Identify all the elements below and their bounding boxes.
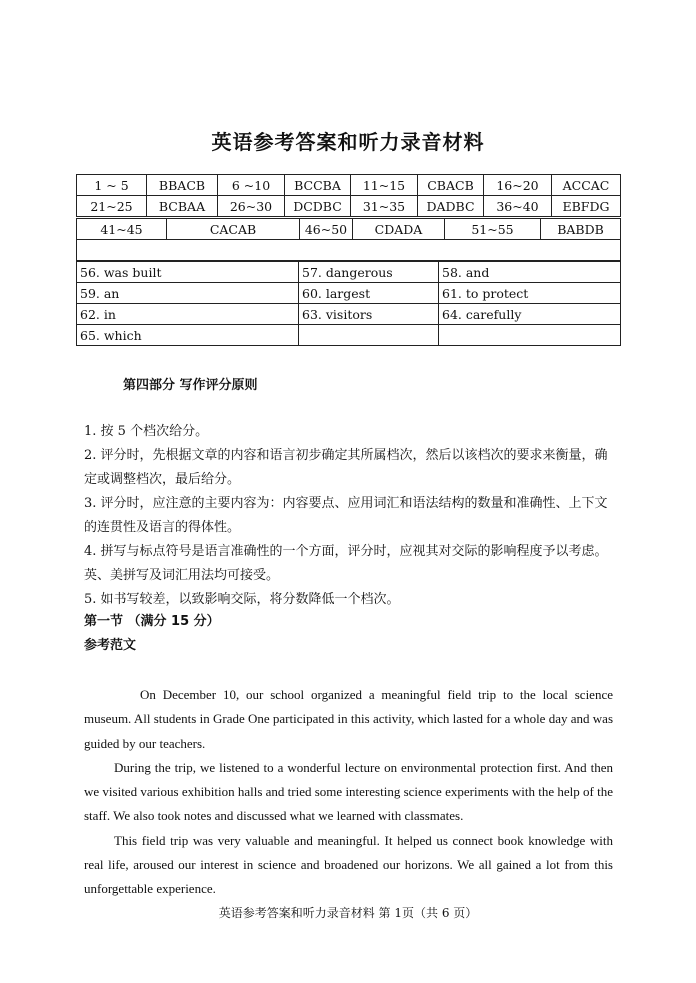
table-cell: CDADA xyxy=(353,219,445,240)
table-cell: 46~50 xyxy=(300,219,353,240)
table-cell: 36~40 xyxy=(484,196,552,217)
table-cell: 59. an xyxy=(77,283,299,304)
answer-table-row3 xyxy=(76,218,621,261)
table-row-empty xyxy=(77,240,621,261)
table-cell xyxy=(439,325,621,346)
rule-item: 2. 评分时，先根据文章的内容和语言初步确定其所属档次，然后以该档次的要求来衡量，确定或调整档次，最后给分。 xyxy=(84,448,608,487)
essay-paragraph: During the trip, we listened to a wonderful lecture on environmental protection first. And then we visited various exhibition halls and tried some interesting science experiments with the help of the staff. We also took notes and discussed what we learned with classmates. xyxy=(84,759,613,824)
table-cell: 21~25 xyxy=(77,196,147,217)
writing-section-heading: 第四部分 写作评分原则 xyxy=(123,378,258,393)
table-cell: DADBC xyxy=(418,196,484,217)
table-cell: CBACB xyxy=(418,175,484,196)
page-title: 英语参考答案和听力录音材料 xyxy=(211,130,485,154)
sample-essay xyxy=(84,683,613,902)
sample-essay-label: 参考范文 xyxy=(84,638,137,653)
table-cell: 61. to protect xyxy=(439,283,621,304)
table-cell: ACCAC xyxy=(552,175,621,196)
table-cell: 51~55 xyxy=(445,219,541,240)
table-cell-empty xyxy=(77,240,621,261)
table-cell: EBFDG xyxy=(552,196,621,217)
table-row xyxy=(77,175,621,196)
fill-blank-table xyxy=(76,261,621,346)
essay-paragraph: This field trip was very valuable and meaningful. It helped us connect book knowledge with real life, aroused our interest in science and broadened our horizons. We all gained a lot from this unforgettable experience. xyxy=(84,832,613,897)
table-cell: BCBAA xyxy=(147,196,218,217)
table-cell: 60. largest xyxy=(299,283,439,304)
table-row xyxy=(77,262,621,283)
table-cell: 1 ~ 5 xyxy=(77,175,147,196)
scoring-rules xyxy=(84,420,614,612)
rule-item: 3. 评分时，应注意的主要内容为：内容要点、应用词汇和语法结构的数量和准确性、上下文的连贯性及语言的得体性。 xyxy=(84,496,608,535)
table-cell: 6 ~10 xyxy=(218,175,285,196)
table-cell: 41~45 xyxy=(77,219,167,240)
section1-title: 第一节 （满分 15 分） xyxy=(84,614,220,629)
table-cell: BABDB xyxy=(541,219,621,240)
table-cell: 16~20 xyxy=(484,175,552,196)
table-row xyxy=(77,325,621,346)
table-cell: 31~35 xyxy=(351,196,418,217)
answer-table xyxy=(76,174,621,217)
table-cell: DCDBC xyxy=(285,196,351,217)
essay-paragraph: On December 10, our school organized a meaningful field trip to the local science museum. All students in Grade One participated in this activity, which lasted for a whole day and was guided by our teachers. xyxy=(84,687,613,751)
table-cell: 64. carefully xyxy=(439,304,621,325)
table-row xyxy=(77,304,621,325)
table-cell: 58. and xyxy=(439,262,621,283)
table-cell xyxy=(299,325,439,346)
table-cell: 63. visitors xyxy=(299,304,439,325)
rule-item: 4. 拼写与标点符号是语言准确性的一个方面，评分时，应视其对交际的影响程度予以考虑。英、美拼写及词汇用法均可接受。 xyxy=(84,544,608,583)
rule-item: 1. 按 5 个档次给分。 xyxy=(84,424,209,439)
table-cell: BCCBA xyxy=(285,175,351,196)
table-row xyxy=(77,219,621,240)
table-cell: CACAB xyxy=(167,219,300,240)
table-cell: 11~15 xyxy=(351,175,418,196)
page-footer: 英语参考答案和听力录音材料 第 1页（共 6 页） xyxy=(218,906,478,920)
table-row xyxy=(77,283,621,304)
table-cell: BBACB xyxy=(147,175,218,196)
table-cell: 26~30 xyxy=(218,196,285,217)
table-cell: 62. in xyxy=(77,304,299,325)
table-cell: 56. was built xyxy=(77,262,299,283)
rule-item: 5. 如书写较差，以致影响交际，将分数降低一个档次。 xyxy=(84,592,400,607)
table-cell: 65. which xyxy=(77,325,299,346)
table-cell: 57. dangerous xyxy=(299,262,439,283)
table-row xyxy=(77,196,621,217)
